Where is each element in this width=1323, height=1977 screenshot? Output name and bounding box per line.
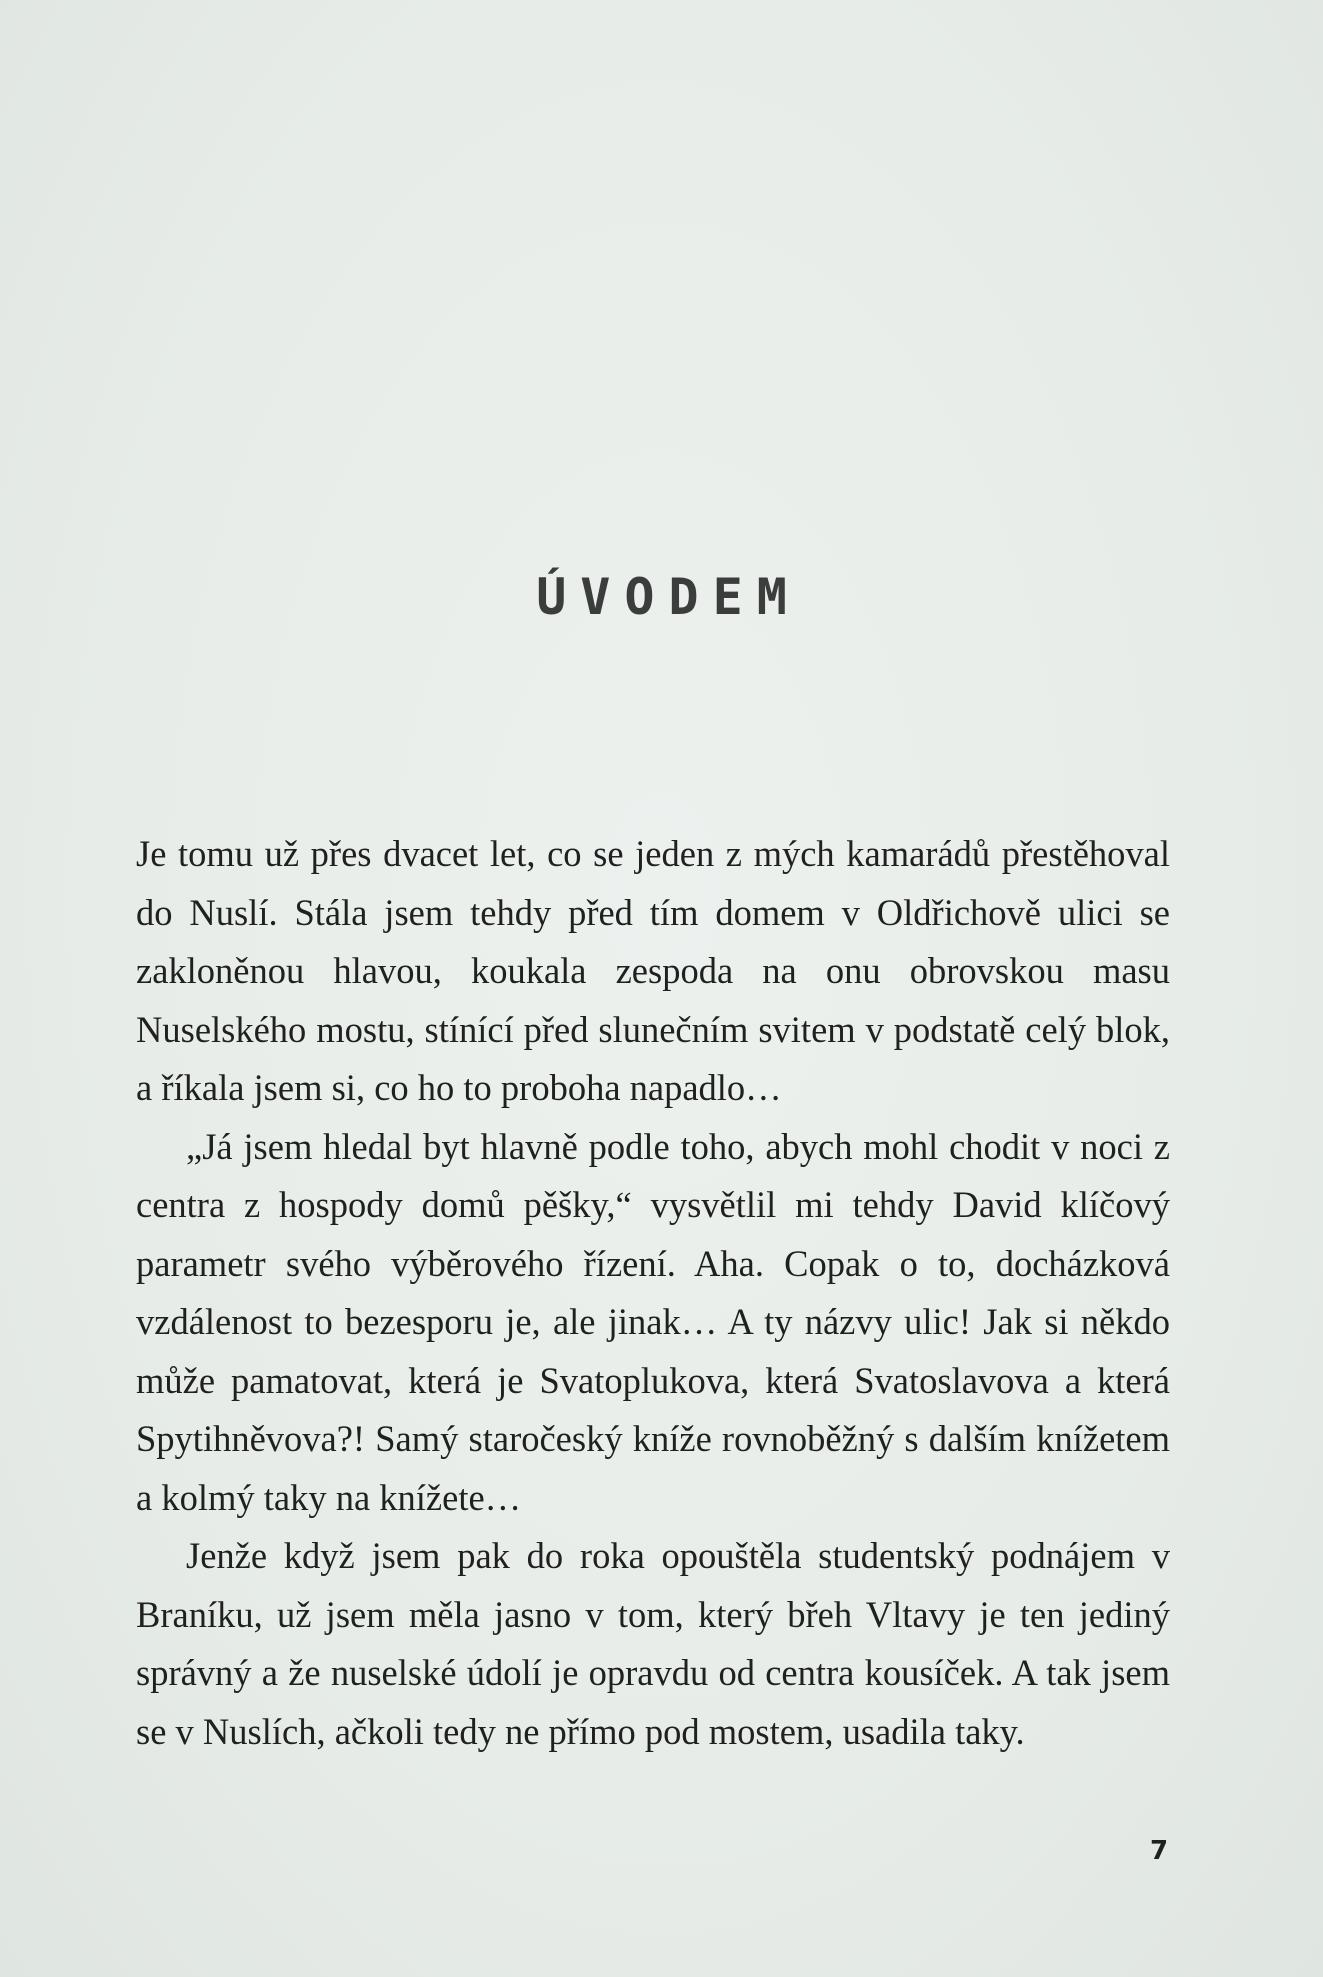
chapter-heading bbox=[0, 568, 1323, 626]
chapter-body bbox=[136, 825, 1170, 1761]
paragraph-1: Je tomu už přes dvacet let, co se jeden z mých kamarádů přestěhoval do Nuslí. Stála jsem tehdy před tím domem v Oldřichově ulici se zakloněnou hlavou, koukala zespoda na onu obrovskou masu Nuselského mostu, stínící před slunečním svitem v podstatě celý blok, a říkala jsem si, co ho to proboha napadlo… bbox=[136, 833, 1170, 1108]
chapter-title: ÚVODEM bbox=[536, 568, 801, 626]
paragraph-2: „Já jsem hledal byt hlavně podle toho, abych mohl chodit v noci z centra z hospody domů pěšky,“ vysvětlil mi tehdy David klíčový parametr svého výběrového řízení. Aha. Copak o to, docházková vzdálenost to bezesporu je, ale jinak… A ty názvy ulic! Jak si někdo může pamatovat, která je Svatoplukova, která Svatoslavova a která Spytihněvova?! Samý staročeský kníže rovnoběžný s dalším knížetem a kolmý taky na knížete… bbox=[136, 1125, 1170, 1518]
page-number: 7 bbox=[1150, 1836, 1169, 1866]
paragraph-3: Jenže když jsem pak do roka opouštěla studentský podnájem v Braníku, už jsem měla jasno v tom, který břeh Vltavy je ten jediný správný a že nuselské údolí je opravdu od centra kousíček. A tak jsem se v Nuslích, ačkoli tedy ne přímo pod mostem, usadila taky. bbox=[136, 1535, 1170, 1752]
